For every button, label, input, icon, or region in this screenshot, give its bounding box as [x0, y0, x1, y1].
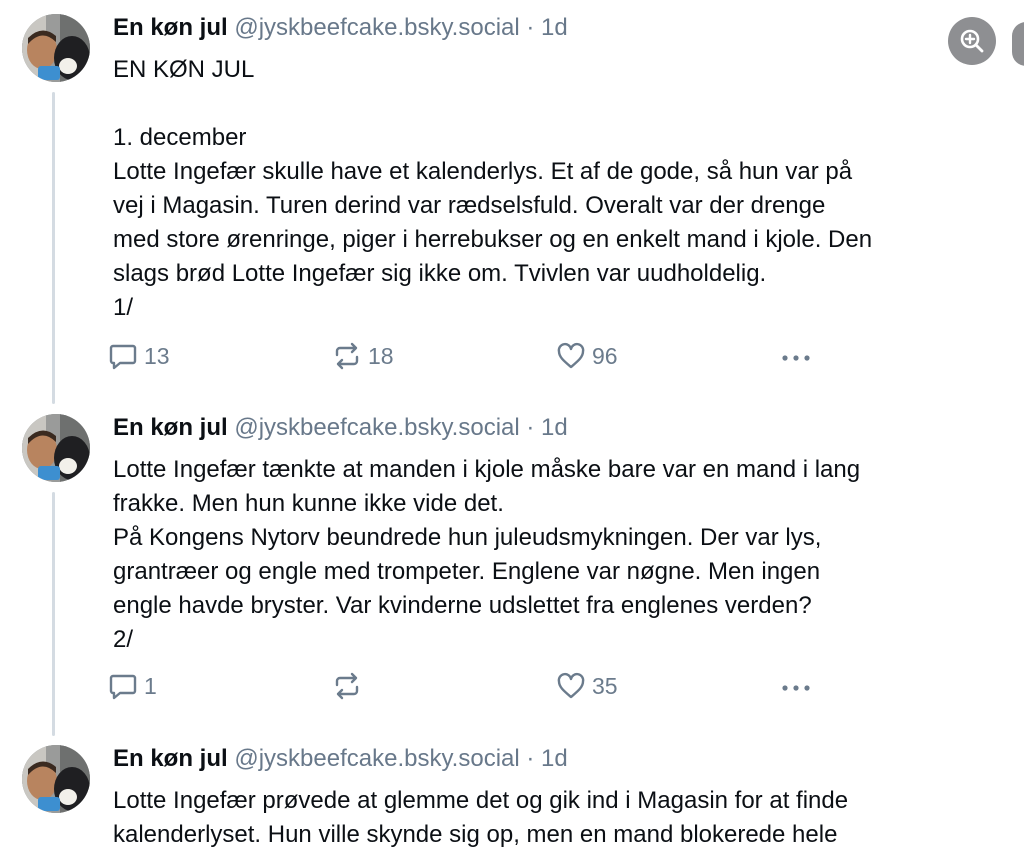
post-header	[113, 413, 984, 443]
post-text	[113, 453, 984, 657]
repost-button[interactable]	[332, 672, 368, 700]
author-handle[interactable]: @jyskbeefcake.bsky.social	[234, 745, 520, 772]
image-nav-button[interactable]	[1012, 22, 1024, 66]
post-line: På Kongens Nytorv beundrede hun juleudsmykningen. Der var lys,	[113, 524, 822, 551]
post-line	[113, 87, 984, 121]
author-name[interactable]: En køn jul	[113, 14, 228, 41]
post-line: frakke. Men hun kunne ikke vide det.	[113, 490, 504, 517]
reply-icon	[108, 342, 138, 370]
like-count: 96	[592, 342, 618, 369]
post-line: slags brød Lotte Ingefær sig ikke om. Tvivlen var uudholdelig.	[113, 260, 767, 287]
reply-icon	[108, 672, 138, 700]
heart-icon	[556, 672, 586, 700]
avatar[interactable]	[22, 414, 90, 482]
avatar[interactable]	[22, 745, 90, 813]
author-handle[interactable]: @jyskbeefcake.bsky.social	[234, 14, 520, 41]
more-options-button[interactable]	[778, 672, 814, 700]
post-line: grantræer og engle med trompeter. Englene var nøgne. Men ingen	[113, 558, 821, 585]
author-name[interactable]: En køn jul	[113, 414, 228, 441]
repost-icon	[332, 672, 362, 700]
post-header	[113, 13, 984, 43]
post-header	[113, 744, 984, 774]
repost-icon	[332, 342, 362, 370]
like-count: 35	[592, 672, 618, 699]
post-actions	[108, 672, 828, 706]
post-text	[113, 53, 984, 325]
post-line: 1/	[113, 294, 134, 321]
repost-button[interactable]	[332, 342, 394, 370]
post-line: Lotte Ingefær prøvede at glemme det og gik ind i Magasin for at finde	[113, 787, 849, 814]
like-button[interactable]	[556, 672, 618, 700]
post-line: Lotte Ingefær tænkte at manden i kjole måske bare var en mand i lang	[113, 456, 861, 483]
reply-button[interactable]	[108, 342, 170, 370]
post-line: kalenderlyset. Hun ville skynde sig op, men en mand blokerede hele	[113, 821, 838, 848]
heart-icon	[556, 342, 586, 370]
post-actions	[108, 342, 828, 376]
post-line: 2/	[113, 626, 134, 653]
post-text	[113, 784, 984, 852]
post-line: 1. december	[113, 124, 247, 151]
like-button[interactable]	[556, 342, 618, 370]
post-line: engle havde bryster. Var kvinderne udslettet fra englenes verden?	[113, 592, 812, 619]
avatar[interactable]	[22, 14, 90, 82]
thread-connector	[52, 492, 55, 736]
reply-count: 13	[144, 342, 170, 369]
more-options-button[interactable]	[778, 342, 814, 370]
reply-count: 1	[144, 672, 157, 699]
thread-connector	[52, 92, 55, 404]
post-time[interactable]: · 1d	[526, 414, 568, 441]
post-time[interactable]: · 1d	[526, 14, 568, 41]
post-line: med store ørenringe, piger i herrebukser og en enkelt mand i kjole. Den	[113, 226, 873, 253]
post-line: Lotte Ingefær skulle have et kalenderlys. Et af de gode, så hun var på	[113, 158, 853, 185]
post-line: EN KØN JUL	[113, 56, 255, 83]
reply-button[interactable]	[108, 672, 157, 700]
post-line: vej i Magasin. Turen derind var rædselsfuld. Overalt var der drenge	[113, 192, 826, 219]
author-name[interactable]: En køn jul	[113, 745, 228, 772]
post-time[interactable]: · 1d	[526, 745, 568, 772]
more-icon	[778, 342, 814, 370]
repost-count: 18	[368, 342, 394, 369]
more-icon	[778, 672, 814, 700]
author-handle[interactable]: @jyskbeefcake.bsky.social	[234, 414, 520, 441]
